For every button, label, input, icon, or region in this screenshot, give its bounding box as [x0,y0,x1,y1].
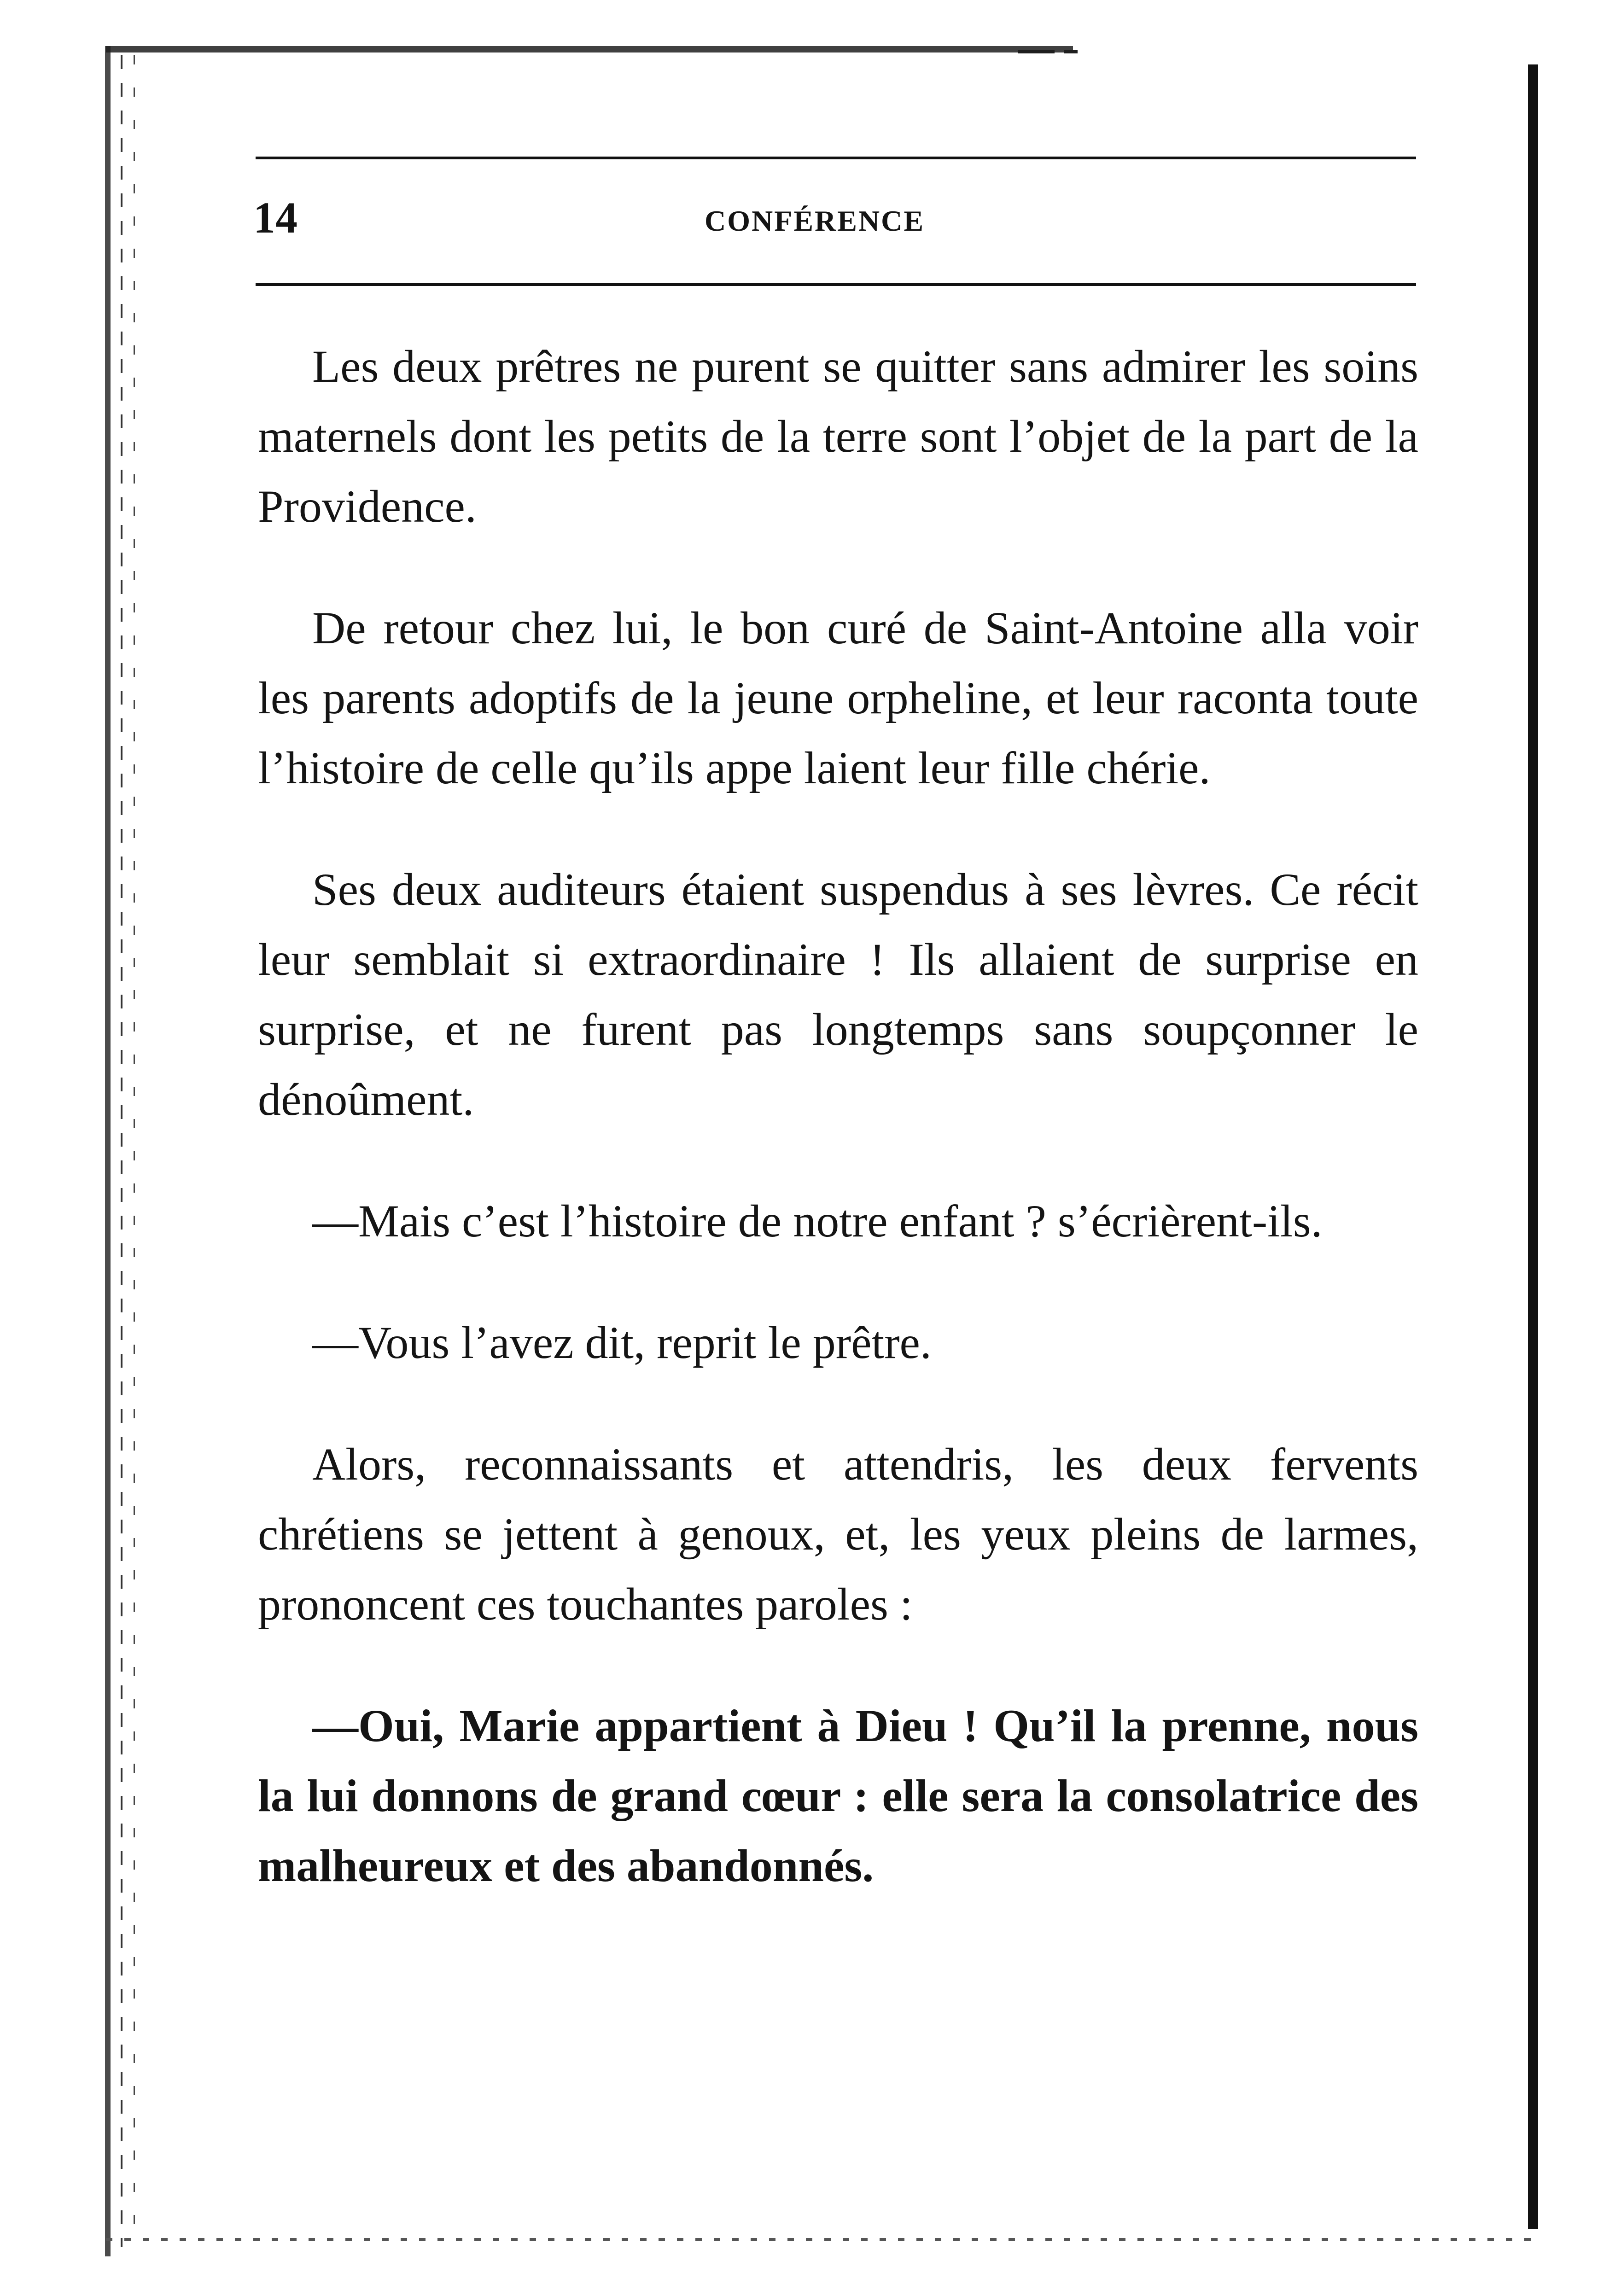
scan-border-right [1528,64,1538,2229]
scan-border-left [105,46,111,2256]
scan-border-bottom [106,2238,1533,2241]
body-text [258,332,1418,1901]
scan-border-top-dash [1064,50,1078,53]
paragraph: Alors, reconnaissants et attendris, les deux fervents chrétiens se jettent à genoux, et, les yeux pleins de larmes, prononcent ces touchantes paroles : [258,1439,1418,1630]
paragraph: De retour chez lui, le bon curé de Saint-Antoine alla voir les parents adoptifs de la jeune orpheline, et leur raconta toute l’histoire de celle qu’ils appe laient leur fille chérie. [258,602,1418,793]
scan-border-top-dash [1018,50,1055,53]
running-head: CONFÉRENCE [705,204,925,237]
paragraph: Ses deux auditeurs étaient suspendus à ses lèvres. Ce récit leur semblait si extraordinaire ! Ils allaient de surprise en surprise, et ne furent pas longtemps sans soupçonner le dénoûment. [258,864,1418,1125]
scan-border-top [106,46,1073,52]
header-rule-bottom [256,283,1416,286]
paragraph: —Vous l’avez dit, reprit le prêtre. [312,1317,932,1368]
paragraph: Les deux prêtres ne purent se quitter sans admirer les soins maternels dont les petits de la terre sont l’objet de la part de la Providence. [258,341,1418,532]
header-rule-top [256,157,1416,159]
scan-border-left-dotted [134,55,135,2247]
paragraph: —Mais c’est l’histoire de notre enfant ? s’écrièrent-ils. [312,1195,1323,1247]
page-number: 14 [253,193,297,242]
scan-border-left-dotted [121,55,122,2247]
paragraph: —Oui, Marie appartient à Dieu ! Qu’il la prenne, nous la lui donnons de grand cœur : elle sera la consolatrice des malheureux et des abandonnés. [258,1700,1418,1891]
